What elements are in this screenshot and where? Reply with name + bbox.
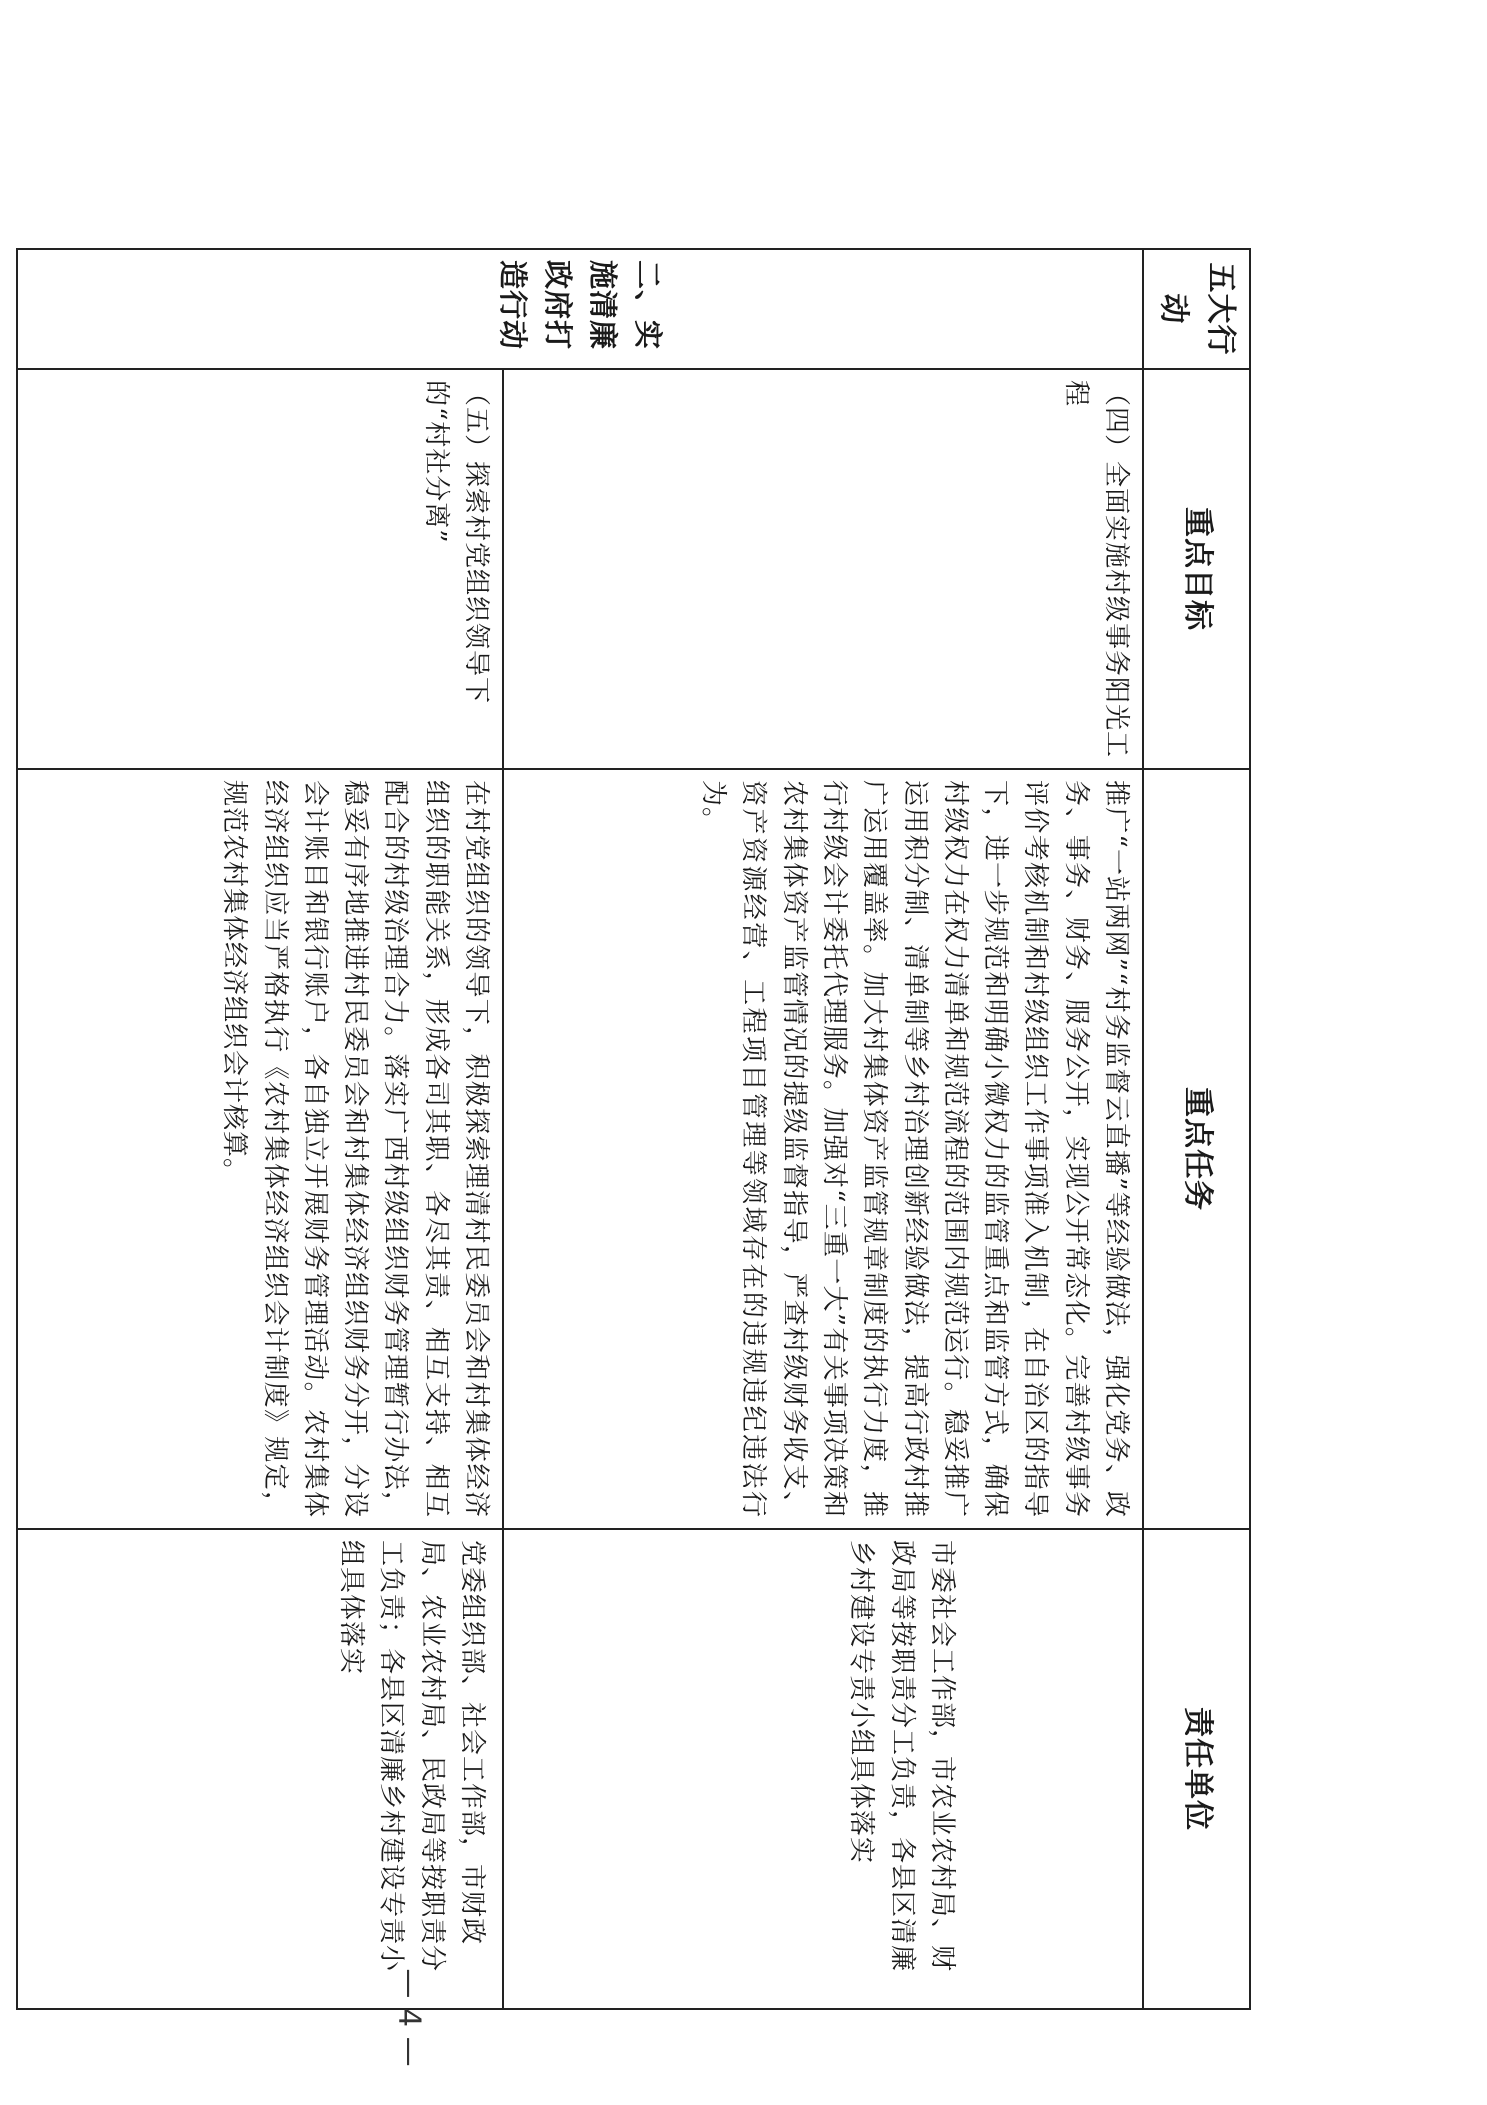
header-goal: 重点目标 [1143, 369, 1250, 769]
header-unit: 责任单位 [1143, 1529, 1250, 2009]
unit-cell: 党委组织部、社会工作部，市财政局、农业农村局、民政局等按职责分工负责；各县区清廉乡村建设专责小组具体落实 [17, 1529, 503, 2009]
goal-cell: （四）全面实施村级事务阳光工程 [503, 369, 1143, 769]
action-table [16, 248, 1251, 2010]
task-cell: 推广“一站两网”“村务监督云直播”等经验做法，强化党务、政务、事务、财务、服务公开，实现公开常态化。完善村级事务评价考核机制和村级组织工作事项准入机制，在自治区的指导下，进一步规范和明确小微权力的监管重点和监管方式，确保村级权力在权力清单和规范流程的范围内规范运行。稳妥推广运用积分制、清单制等乡村治理创新经验做法，提高行政村推广运用覆盖率。加大村集体资产监管规章制度的执行力度，推行村级会计委托代理服务。加强对“三重一大”有关事项决策和农村集体资产监管情况的提级监督指导，严查村级财务收支、资产资源经营、工程项目管理等领域存在的违规违纪违法行为。 [503, 769, 1143, 1529]
action-label: 二、实施清廉政府打造行动 [17, 249, 1143, 369]
task-cell: 在村党组织的领导下，积极探索理清村民委员会和村集体经济组织的职能关系，形成各司其职、各尽其责、相互支持、相互配合的村级治理合力。落实广西村级组织财务管理暂行办法，稳妥有序地推进村民委员会和村集体经济组织财务分开，分设会计账目和银行账户，各自独立开展财务管理活动。农村集体经济组织应当严格执行《农村集体经济组织会计制度》规定，规范农村集体经济组织会计核算。 [17, 769, 503, 1529]
table-header-row [1143, 249, 1250, 2009]
header-action: 五大行动 [1143, 249, 1250, 369]
page-number: — 4 — [391, 1968, 427, 2067]
header-task: 重点任务 [1143, 769, 1250, 1529]
table-row [503, 249, 1143, 2009]
table-row [17, 249, 503, 2009]
unit-cell: 市委社会工作部，市农业农村局、财政局等按职责分工负责，各县区清廉乡村建设专责小组具体落实 [503, 1529, 1143, 2009]
goal-cell: （五）探索村党组织领导下的“村社分离” [17, 369, 503, 769]
rotated-page-content [16, 248, 1251, 2008]
